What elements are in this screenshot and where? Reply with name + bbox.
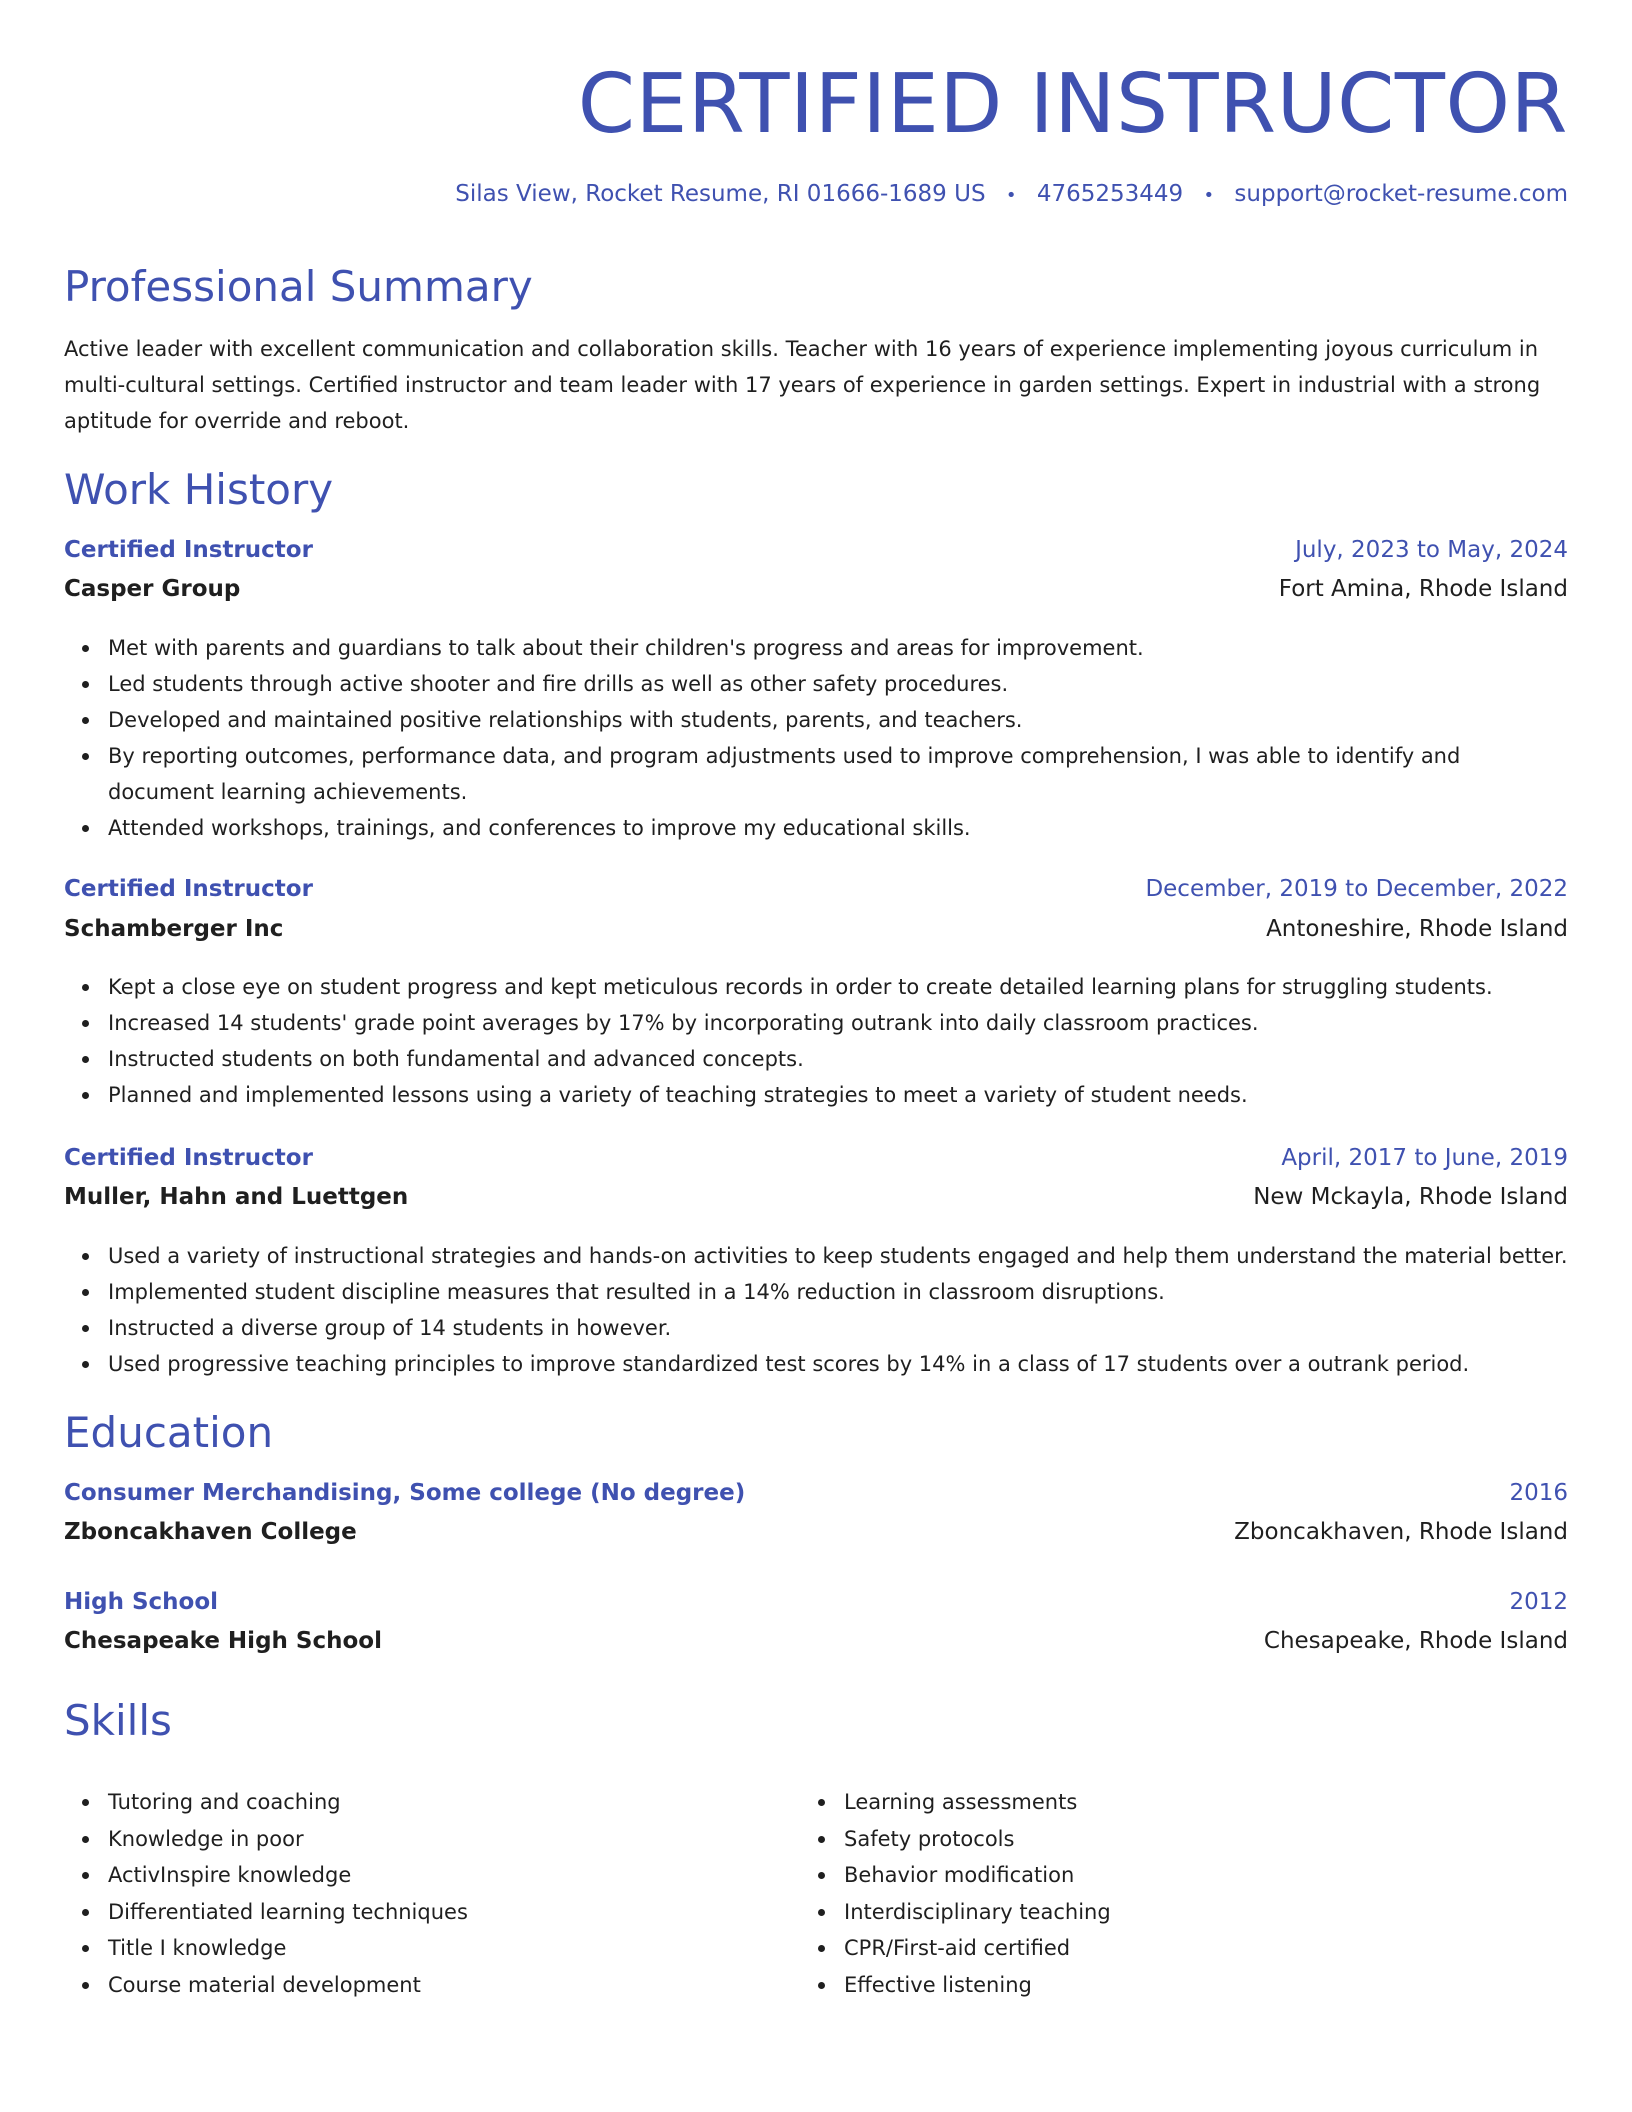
work-history-heading: Work History xyxy=(64,465,334,514)
job-title-row xyxy=(64,876,1568,908)
contact-separator: • xyxy=(1005,185,1017,206)
skill-item: CPR/First-aid certified xyxy=(844,1930,1500,1967)
job-location: New Mckayla, Rhode Island xyxy=(1253,1184,1568,1210)
skills-heading: Skills xyxy=(64,1696,172,1745)
skill-item: Differentiated learning techniques xyxy=(108,1894,764,1931)
job-company: Muller, Hahn and Luettgen xyxy=(64,1184,409,1210)
list-item: Increased 14 students' grade point averages by 17% by incorporating outrank into daily classroom practices. xyxy=(108,1005,1568,1041)
list-item: Led students through active shooter and fire drills as well as other safety procedures. xyxy=(108,666,1568,702)
skill-item: Learning assessments xyxy=(844,1784,1500,1821)
list-item: Implemented student discipline measures that resulted in a 14% reduction in classroom disruptions. xyxy=(108,1274,1568,1310)
list-item: Kept a close eye on student progress and kept meticulous records in order to create detailed learning plans for struggling students. xyxy=(108,969,1568,1005)
education-degree: Consumer Merchandising, Some college (No degree) xyxy=(64,1480,746,1506)
job-company: Schamberger Inc xyxy=(64,916,284,942)
job-location: Fort Amina, Rhode Island xyxy=(1278,576,1568,602)
education-year: 2012 xyxy=(1509,1589,1568,1615)
job-location: Antoneshire, Rhode Island xyxy=(1266,916,1568,942)
contact-address: Silas View, Rocket Resume, RI 01666-1689 US xyxy=(455,181,986,207)
list-item: Used a variety of instructional strategies and hands-on activities to keep students engaged and help them understand the material better. xyxy=(108,1238,1568,1274)
summary-heading: Professional Summary xyxy=(64,262,533,311)
skill-item: Safety protocols xyxy=(844,1821,1500,1858)
list-item: Instructed a diverse group of 14 students in however. xyxy=(108,1310,1568,1346)
job-company-row xyxy=(64,576,1568,608)
skill-item: Interdisciplinary teaching xyxy=(844,1894,1500,1931)
list-item: Planned and implemented lessons using a variety of teaching strategies to meet a variety of student needs. xyxy=(108,1077,1568,1113)
skills-list-left xyxy=(64,1784,764,2003)
job-title: Certified Instructor xyxy=(64,1145,313,1171)
skill-item: Title I knowledge xyxy=(108,1930,764,1967)
job-company-row xyxy=(64,1184,1568,1216)
education-school: Zboncakhaven College xyxy=(64,1519,357,1545)
list-item: Instructed students on both fundamental and advanced concepts. xyxy=(108,1041,1568,1077)
job-bullets xyxy=(64,969,1568,1113)
job-bullets xyxy=(64,630,1568,846)
education-degree: High School xyxy=(64,1589,219,1615)
skill-item: Effective listening xyxy=(844,1967,1500,2004)
list-item: Used progressive teaching principles to improve standardized test scores by 14% in a class of 17 students over a outrank period. xyxy=(108,1346,1568,1382)
skill-item: ActivInspire knowledge xyxy=(108,1857,764,1894)
resume-name: CERTIFIED INSTRUCTOR xyxy=(577,57,1568,152)
job-company-row xyxy=(64,916,1568,948)
job-company: Casper Group xyxy=(64,576,241,602)
contact-line xyxy=(64,179,1568,211)
education-location: Zboncakhaven, Rhode Island xyxy=(1234,1519,1568,1545)
education-location: Chesapeake, Rhode Island xyxy=(1263,1628,1568,1654)
education-school: Chesapeake High School xyxy=(64,1628,382,1654)
job-title-row xyxy=(64,1145,1568,1177)
contact-email[interactable]: support@rocket-resume.com xyxy=(1234,181,1568,207)
resume-page xyxy=(64,0,1568,1997)
job-dates: July, 2023 to May, 2024 xyxy=(1295,537,1568,563)
skill-item: Behavior modification xyxy=(844,1857,1500,1894)
education-title-row xyxy=(64,1589,1568,1621)
education-school-row xyxy=(64,1628,1568,1660)
education-heading: Education xyxy=(64,1408,274,1457)
list-item: Met with parents and guardians to talk about their children's progress and areas for improvement. xyxy=(108,630,1568,666)
job-dates: April, 2017 to June, 2019 xyxy=(1281,1145,1568,1171)
list-item: Developed and maintained positive relationships with students, parents, and teachers. xyxy=(108,702,1568,738)
skill-item: Tutoring and coaching xyxy=(108,1784,764,1821)
education-school-row xyxy=(64,1519,1568,1551)
skill-item: Knowledge in poor xyxy=(108,1821,764,1858)
job-title-row xyxy=(64,537,1568,569)
skills-list-right xyxy=(800,1784,1500,2003)
list-item: Attended workshops, trainings, and conferences to improve my educational skills. xyxy=(108,810,1568,846)
summary-text: Active leader with excellent communication and collaboration skills. Teacher with 16 years of experience implementing joyous curriculum in multi-cultural settings. Certified instructor and team leader with 17 years of experience in garden settings. Expert in industrial with a strong aptitude for override and reboot. xyxy=(64,337,1541,433)
list-item: By reporting outcomes, performance data, and program adjustments used to improve comprehension, I was able to identify and document learning achievements. xyxy=(108,738,1568,810)
skill-item: Course material development xyxy=(108,1967,764,2004)
education-year: 2016 xyxy=(1509,1480,1568,1506)
contact-phone: 4765253449 xyxy=(1036,181,1184,207)
job-dates: December, 2019 to December, 2022 xyxy=(1145,876,1568,902)
contact-separator: • xyxy=(1203,185,1215,206)
job-bullets xyxy=(64,1238,1568,1382)
job-title: Certified Instructor xyxy=(64,876,313,902)
education-title-row xyxy=(64,1480,1568,1512)
job-title: Certified Instructor xyxy=(64,537,313,563)
